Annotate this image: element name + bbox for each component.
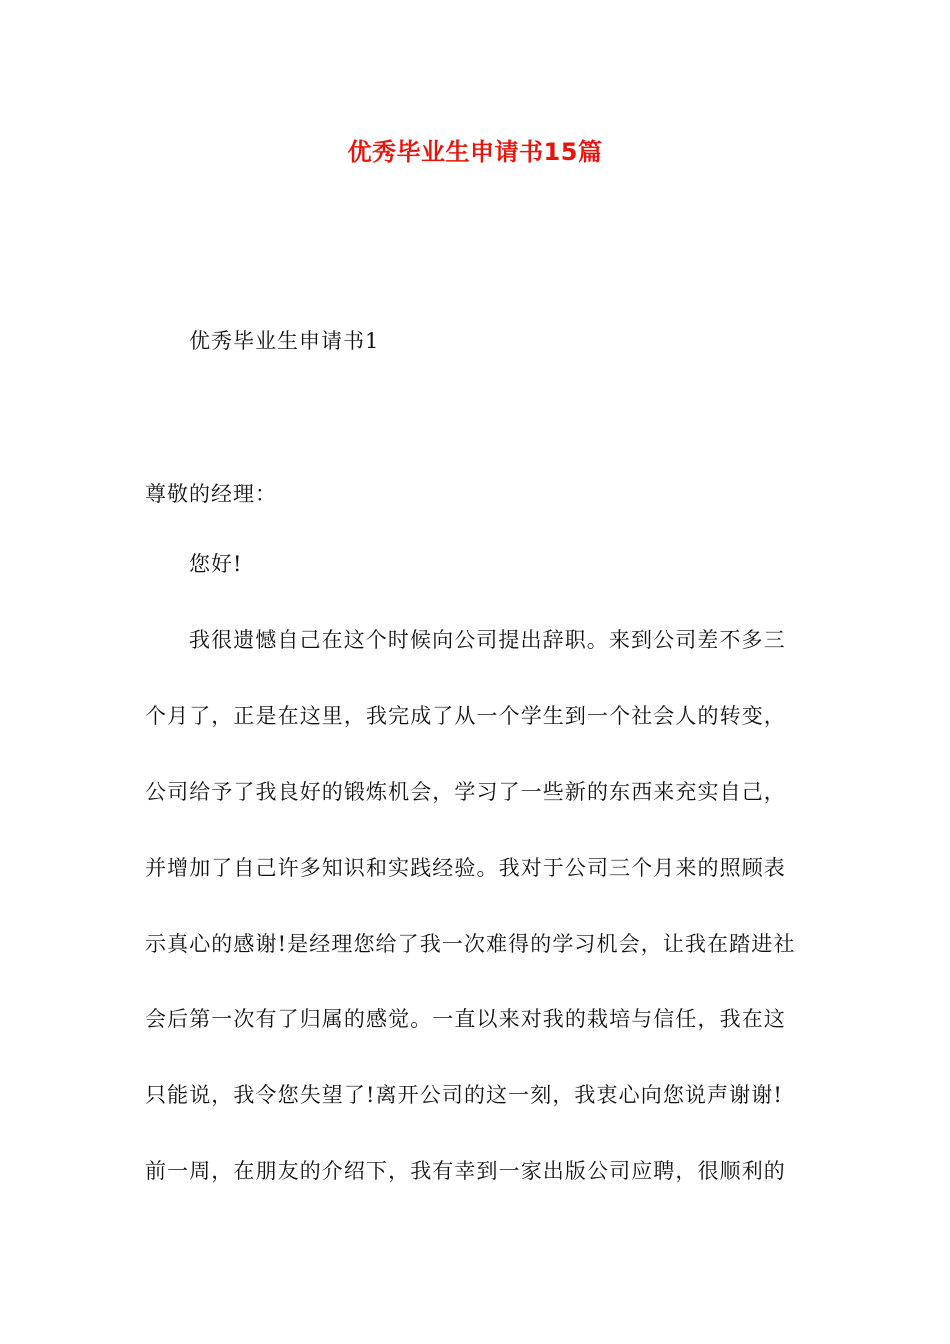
document-title: 优秀毕业生申请书15篇 xyxy=(347,138,603,166)
body-line: 个月了，正是在这里，我完成了从一个学生到一个社会人的转变， xyxy=(145,704,786,728)
body-line: 我很遗憾自己在这个时候向公司提出辞职。来到公司差不多三 xyxy=(189,628,786,652)
body-line: 并增加了自己许多知识和实践经验。我对于公司三个月来的照顾表 xyxy=(145,856,786,880)
body-line: 前一周，在朋友的介绍下，我有幸到一家出版公司应聘，很顺利的 xyxy=(145,1159,786,1183)
section-heading: 优秀毕业生申请书1 xyxy=(189,329,380,353)
body-line: 只能说，我令您失望了!离开公司的这一刻，我衷心向您说声谢谢! xyxy=(145,1083,783,1107)
body-line: 公司给予了我良好的锻炼机会，学习了一些新的东西来充实自己， xyxy=(145,780,786,804)
salutation: 尊敬的经理： xyxy=(145,482,277,506)
body-line: 会后第一次有了归属的感觉。一直以来对我的栽培与信任，我在这 xyxy=(145,1007,786,1031)
greeting: 您好! xyxy=(189,552,243,576)
body-line: 示真心的感谢!是经理您给了我一次难得的学习机会，让我在踏进社 xyxy=(145,932,796,956)
